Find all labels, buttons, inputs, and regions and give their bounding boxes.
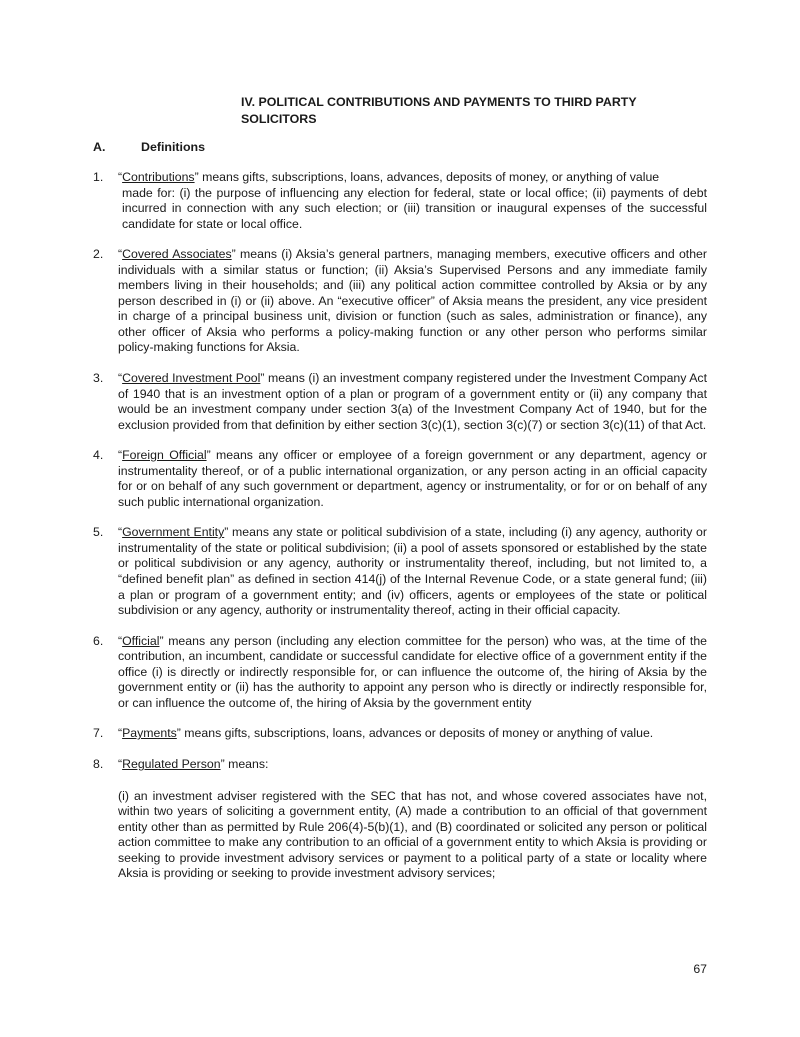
definition-contributions	[93, 170, 707, 232]
open-quote: “	[118, 371, 123, 386]
definition-term: Covered Associates	[122, 247, 232, 262]
definition-text: ” means (i) Aksia’s general partners, managing members, executive officers and other individuals with a similar status or function; (ii) Aksia’s Supervised Persons and any immediate family members living in their households; and (iii) any political action committee controlled by Aksia or by any person described in (i) or (ii) above. An “executive officer” of Aksia means the president, any vice president in charge of a principal business unit, division or function (such as sales, administration or finance), any other officer of Aksia who performs a policy-making function or any other person who performs similar policy-making functions for Aksia.	[118, 247, 707, 355]
open-quote: “	[118, 633, 123, 648]
definition-text: ” means gifts, subscriptions, loans, advances or deposits of money or anything of value.	[176, 726, 654, 741]
subsection-letter: A.	[93, 140, 106, 154]
regulated-person-clause: (i) an investment adviser registered with the SEC that has not, and whose covered associates have not, within two years of soliciting a government entity, (A) made a contribution to an official of that government entity other than as permitted by Rule 206(4)-5(b)(1), and (B) coordinated or solicited any person or political action committee to make any contribution to an official of a government entity to which Aksia is providing or seeking to provide investment advisory services or payment to a political party of a state or locality where Aksia is providing or seeking to provide investment advisory services;	[118, 788, 707, 881]
definition-term: Official	[122, 633, 160, 648]
section-title: IV. POLITICAL CONTRIBUTIONS AND PAYMENTS TO THIRD PARTY SOLICITORS	[241, 95, 637, 126]
definition-term: Payments	[122, 726, 177, 741]
definition-term: Contributions	[122, 170, 195, 184]
definition-regulated-person	[93, 757, 707, 773]
subsection-title: Definitions	[141, 140, 206, 154]
definition-term: Regulated Person	[122, 756, 221, 771]
definition-number: 4.	[93, 448, 104, 463]
definition-covered-associates	[93, 247, 707, 356]
definition-government-entity	[93, 525, 707, 618]
definitions-list	[93, 170, 707, 882]
definition-term: Covered Investment Pool	[122, 371, 261, 386]
definition-text: ” means gifts, subscriptions, loans, advances, deposits of money, or anything of value	[194, 170, 660, 184]
definition-number: 8.	[93, 756, 104, 771]
definition-number: 3.	[93, 371, 104, 386]
definition-number: 1.	[93, 170, 104, 184]
page-number: 67	[693, 962, 707, 976]
open-quote: “	[118, 525, 123, 540]
definition-text: ” means any state or political subdivision of a state, including (i) any agency, authority or instrumentality of the state or political subdivision; (ii) a pool of assets sponsored or established by the state or political subdivision or any agency, authority or instrumentality thereof, including, but not limited to, a “defined benefit plan” as defined in section 414(j) of the Internal Revenue Code, or a state general fund; (iii) a plan or program of a government entity; and (iv) officers, agents or employees of the state or political subdivision or any agency, authority or instrumentality thereof, acting in their official capacity.	[118, 525, 707, 618]
definition-payments	[93, 726, 707, 742]
open-quote: “	[118, 448, 123, 463]
open-quote: “	[118, 247, 123, 262]
definition-number: 2.	[93, 247, 104, 262]
definition-covered-investment-pool	[93, 371, 707, 433]
definition-term: Government Entity	[122, 525, 225, 540]
definition-number: 6.	[93, 633, 104, 648]
open-quote: “	[118, 170, 123, 184]
definition-term: Foreign Official	[122, 448, 207, 463]
subsection-heading	[93, 139, 205, 156]
open-quote: “	[118, 756, 123, 771]
definition-text-continued: made for: (i) the purpose of influencing any election for federal, state or local office; (ii) payments of debt incurred in connection with any such election; or (iii) transition or inaugural expenses of the successful candidate for state or local office.	[122, 185, 707, 231]
definition-number: 7.	[93, 726, 104, 741]
open-quote: “	[118, 726, 123, 741]
definition-text: ” means (i) an investment company registered under the Investment Company Act of 1940 that is an investment option of a plan or program of a government entity or (ii) any company that would be an investment company under section 3(a) of the Investment Company Act of 1940, but for the exclusion provided from that definition by either section 3(c)(1), section 3(c)(7) or section 3(c)(11) of that Act.	[118, 371, 707, 432]
definition-text: ” means:	[220, 756, 269, 771]
definition-official	[93, 634, 707, 712]
definition-number: 5.	[93, 525, 104, 540]
definition-foreign-official	[93, 448, 707, 510]
definition-text: ” means any officer or employee of a foreign government or any department, agency or instrumentality thereof, or of a public international organization, or any person acting in an official capacity for or on behalf of any such government or department, agency or instrumentality, or for or on behalf of any such public international organization.	[118, 448, 707, 509]
definition-text: ” means any person (including any election committee for the person) who was, at the time of the contribution, an incumbent, candidate or successful candidate for elective office of a government entity if the office (i) is directly or indirectly responsible for, or can influence the outcome of, the hiring of Aksia by the government entity or (ii) has the authority to appoint any person who is directly or indirectly responsible for, or can influence the outcome of, the hiring of Aksia by the government entity	[118, 633, 707, 710]
